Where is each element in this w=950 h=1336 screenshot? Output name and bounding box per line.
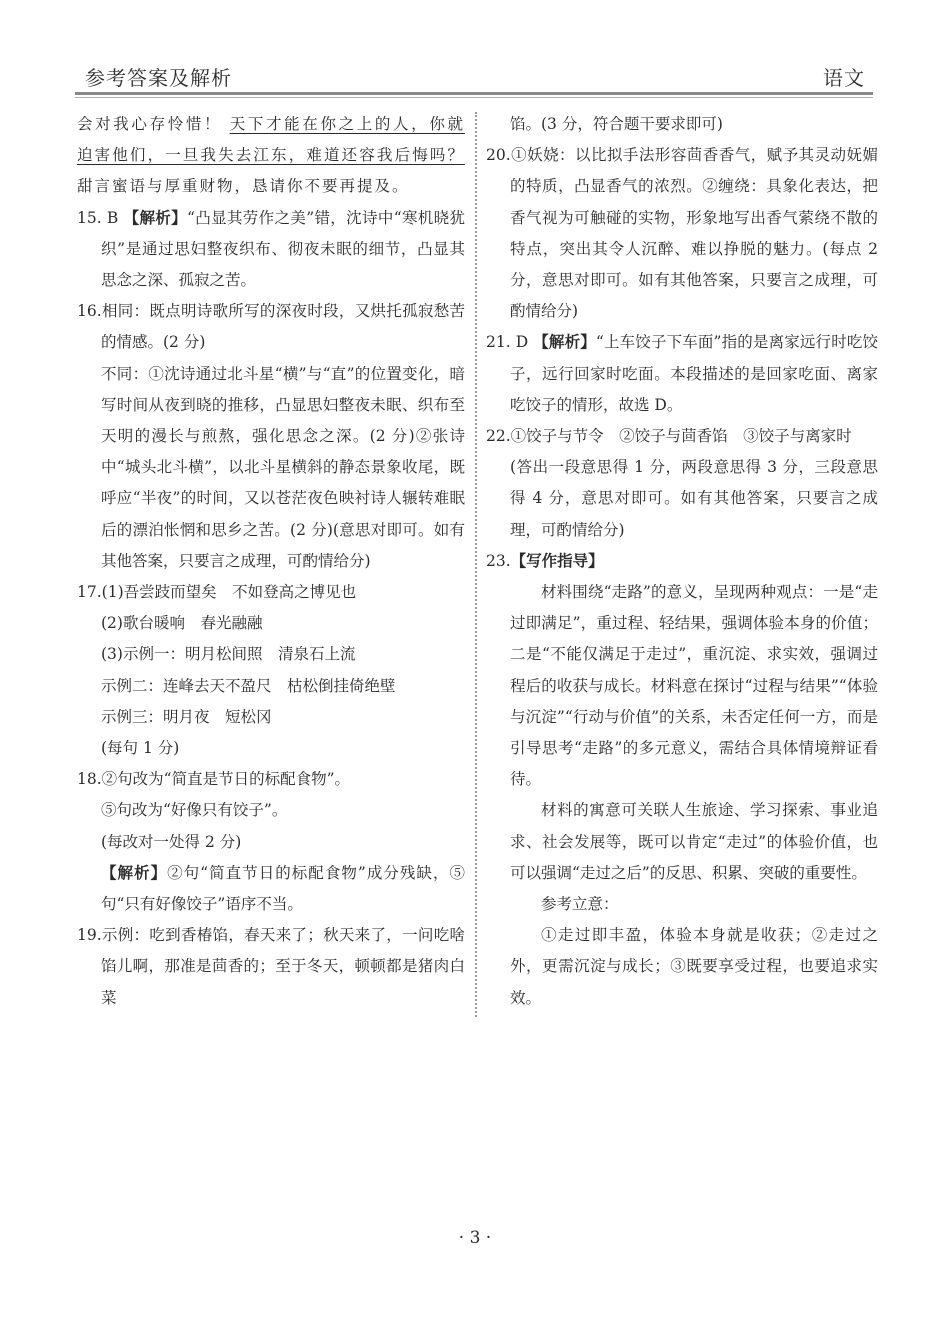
- answer-text: ②句“简直节日的标配食物”成分残缺，⑤句“只有好像饺子”语序不当。: [101, 863, 465, 914]
- analysis-tag: 【解析】: [101, 863, 168, 882]
- column-divider: [475, 112, 477, 1017]
- analysis-tag: 【解析】: [533, 333, 596, 352]
- underlined-translation: 天下才能在你之上的人，你就迫害他们，一旦我失去江东，难道还容我后悔吗？: [77, 115, 465, 165]
- answer-21: [486, 327, 878, 421]
- answer-text: “上车饺子下车面”指的是离家远行时吃饺子，远行回家时吃面。本段描述的是回家吃面、离家吃饺子的情形，故选 D。: [510, 333, 878, 414]
- header-rule-thick: [75, 92, 873, 95]
- analysis-tag: 【解析】: [123, 208, 187, 227]
- header-title: 参考答案及解析: [85, 66, 232, 90]
- answer-text: ②句改为“简直是节日的标配食物”。: [101, 770, 351, 789]
- answer-18-line-2: ⑤句改为“好像只有饺子”。: [101, 801, 288, 820]
- question-number: 19.: [77, 926, 102, 945]
- answer-19-continuation: 馅。(3 分，符合题干要求即可): [510, 115, 723, 133]
- answer-17-score: (每句 1 分): [101, 739, 180, 758]
- answer-text: 相同：既点明诗歌所写的深夜时段，又烘托孤寂愁苦的情感。(2 分): [101, 302, 465, 352]
- text-segment: 甜言蜜语与厚重财物，恳请你不要再提及。: [77, 177, 410, 196]
- text-segment: 会对我心存怜惜！: [77, 115, 223, 133]
- left-column: [77, 109, 465, 1014]
- answer-text: ①妖娆：以比拟手法形容茴香香气，赋予其灵动妩媚的特质，凸显香气的浓烈。②缠绕：具象化表达，把香气视为可触碰的实物，形象地写出香气萦绕不散的特点，突出其令人沉醉、难以挣脱的魅力。(每点 2 分，意思对即可。如有其他答案，只要言之成理，可酌情给分): [510, 146, 878, 321]
- answer-20: [486, 140, 878, 327]
- answer-17-line-3: (3)示例一：明月松间照 清泉石上流: [101, 645, 356, 664]
- question-number: 16.: [77, 302, 102, 321]
- answer-17-line-4: 示例二：连峰去天不盈尺 枯松倒挂倚绝壁: [101, 676, 396, 695]
- question-number: 15. B: [77, 208, 119, 227]
- answer-15: [77, 203, 465, 297]
- header-rule-thin: [75, 97, 873, 98]
- answer-16-diff: 不同：①沈诗通过北斗星“横”与“直”的位置变化，暗写时间从夜到晓的推移，凸显思妇整夜未眠、织布至天明的漫长与煎熬，强化思念之深。(2 分)②张诗中“城头北斗横”，以北斗星横斜的静态景象收尾，既呼应“半夜”的时间，又以苍茫夜色映衬诗人辗转难眠后的漂泊怅惘和思乡之苦。(2 分)(意思对即可。如有其他答案，只要言之成理，可酌情给分): [101, 364, 465, 570]
- answer-18-line-1: [77, 764, 465, 795]
- question-number: 18.: [77, 770, 102, 789]
- question-number: 17.: [77, 583, 102, 602]
- question-number: 20.: [486, 146, 511, 165]
- answer-18-analysis: [77, 858, 465, 920]
- right-column: [486, 109, 878, 1014]
- answer-23-para-3: ①走过即丰盈，体验本身就是收获；②走过之外，更需沉淀与成长；③既要享受过程，也要追求实效。: [510, 926, 878, 1007]
- answer-17-line-5: 示例三：明月夜 短松冈: [101, 707, 272, 726]
- answer-22: [486, 421, 878, 452]
- question-number: 22.: [486, 427, 511, 446]
- answer-16-same: [77, 296, 465, 358]
- answer-19: [77, 920, 465, 1014]
- answer-17-line-1: [77, 577, 465, 608]
- answer-text: 示例：吃到香椿馅，春天来了；秋天来了，一问吃啥馅儿啊，那准是茴香的；至于冬天，顿顿都是猪肉白菜: [101, 926, 465, 1007]
- header-subject: 语文: [823, 66, 865, 90]
- answer-17-line-2: (2)歌台暖响 春光融融: [101, 614, 263, 633]
- answer-14-continuation: [77, 109, 465, 203]
- answer-23-heading: [486, 546, 878, 577]
- page-number: · 3 ·: [458, 1228, 492, 1248]
- answer-23-para-2: 材料的寓意可关联人生旅途、学习探索、事业追求、社会发展等，既可以肯定“走过”的体验价值，也可以强调“走过之后”的反思、积累、突破的重要性。: [510, 801, 878, 882]
- answer-text: ①饺子与节令 ②饺子与茴香馅 ③饺子与离家时: [510, 427, 852, 446]
- answer-22-note: (答出一段意思得 1 分，两段意思得 3 分，三段意思得 4 分，意思对即可。如有其他答案，只要言之成理，可酌情给分): [510, 458, 878, 539]
- question-number: 23.: [486, 551, 511, 570]
- answer-18-score: (每改对一处得 2 分): [101, 832, 242, 851]
- answer-23-label: 参考立意：: [541, 895, 619, 914]
- answer-text: “凸显其劳作之美”错，沈诗中“寒机晓犹织”是通过思妇整夜织布、彻夜未眠的细节，凸显其思念之深、孤寂之苦。: [101, 208, 465, 290]
- answer-text: (1)吾尝跂而望矣 不如登高之博见也: [101, 583, 357, 602]
- answer-23-para-1: 材料围绕“走路”的意义，呈现两种观点：一是“走过即满足”，重过程、轻结果，强调体验本身的价值；二是“不能仅满足于走过”，重沉淀、求实效，强调过程后的收获与成长。材料意在探讨“过程与结果”“体验与沉淀”“行动与价值”的关系，未否定任何一方，而是引导思考“走路”的多元意义，需结合具体情境辩证看待。: [510, 583, 878, 789]
- writing-guide-tag: 【写作指导】: [510, 551, 604, 570]
- question-number: 21. D: [486, 333, 529, 352]
